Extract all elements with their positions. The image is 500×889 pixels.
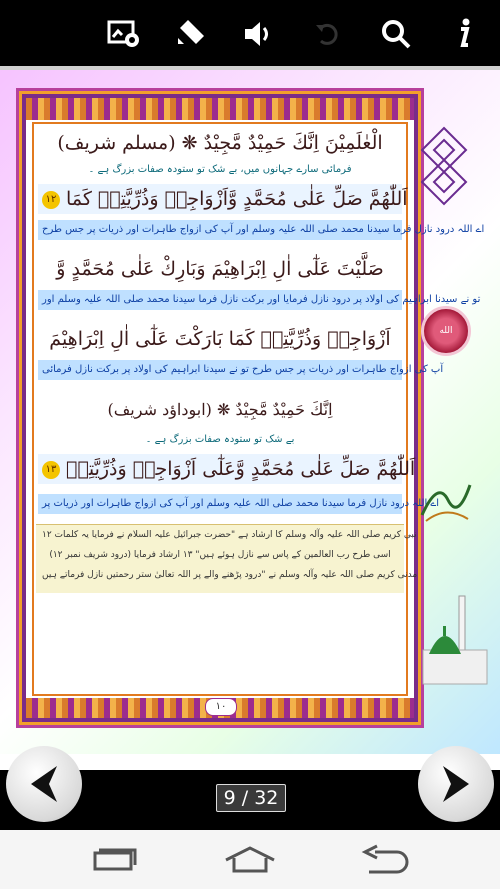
settings-display-icon[interactable] <box>104 14 144 54</box>
verse-number-badge: ۱۲ <box>42 191 60 209</box>
arabic-line: صَلَّيْتَ عَلٰٓى اٰلِ اِبْرَاهِيْمَ وَبَارِكْ عَلٰى مُحَمَّدٍ وَّ <box>56 258 384 280</box>
previous-page-button[interactable] <box>6 746 82 822</box>
translation-line: اے اللہ درود نازل فرما سیدنا محمد صلی اللہ علیہ وسلم اور آپ کی ازواج طاہرات اور ذریات پر جس طرح <box>42 224 485 235</box>
home-icon[interactable] <box>220 842 280 878</box>
info-icon[interactable] <box>444 14 484 54</box>
green-dome-mosque-image <box>415 588 490 688</box>
page-indicator: 9 / 32 <box>216 784 286 812</box>
arabic-line: ۱۳ اَللّٰهُمَّ صَلِّ عَلٰى مُحَمَّدٍ وَّعَلٰٓى اَزْوَاجِهٖ وَذُرِّيَّتِهٖ <box>42 458 398 480</box>
translation-line: فرمائی سارے جہانوں میں، بے شک تو ستودہ صفات بزرگ ہے ۔ <box>88 164 352 175</box>
frame-bottom-ornament <box>26 698 414 718</box>
next-page-button[interactable] <box>418 746 494 822</box>
arabic-line: اِنَّكَ حَمِيْدٌ مَّجِيْدٌ ❋ (ابوداؤد شریف) <box>107 400 333 419</box>
arrow-right-icon <box>439 764 473 804</box>
undo-icon[interactable] <box>308 14 348 54</box>
footnote-line: مدنی کریم صلی اللہ علیہ وآلہ وسلم نے "درود پڑھنے والے پر اللہ تعالیٰ ستر رحمتیں نازل فرماتے ہیں <box>42 570 418 580</box>
printed-page-number: ۱۰ <box>205 698 237 716</box>
translation-line: اے اللہ درود نازل فرما سیدنا محمد صلی اللہ علیہ وسلم اور آپ کی ازواج طاہرات اور ذریات پر <box>42 498 440 509</box>
verse-number-badge: ۱۳ <box>42 461 60 479</box>
arabic-line: الْعٰلَمِيْنَ اِنَّكَ حَمِيْدٌ مَّجِيْدٌ ❋ (مسلم شریف) <box>57 132 383 154</box>
arabic-line: اَزْوَاجِهٖ وَذُرِّيَّتِهٖ كَمَا بَارَكْتَ عَلٰٓى اٰلِ اِبْرَاهِيْمَ <box>49 328 391 350</box>
speaker-icon[interactable] <box>239 14 279 54</box>
page-text-area <box>32 122 485 696</box>
arrow-left-icon <box>27 764 61 804</box>
footnote-line: (درود شریف نمبر ۱۲) اسی طرح رب العالمین کے پاس سے نازل ہوئے ہیں" ۱۳ ارشاد فرمایا <box>49 550 391 560</box>
translation-line: بے شک تو ستودہ صفات بزرگ ہے ۔ <box>145 434 295 445</box>
footnote-line: ۱۲ نبی کریم صلی اللہ علیہ وآلہ وسلم کا ارشاد ہے "حضرت جبرائیل علیہ السلام نے فرمایا یہ کلمات <box>42 530 417 540</box>
page-ornamental-frame <box>22 94 485 722</box>
lattice-ornament <box>420 126 468 206</box>
highlighter-icon[interactable] <box>170 14 210 54</box>
allah-medallion: الله <box>421 306 471 356</box>
translation-line: تو نے سیدنا ابراہیم کی اولاد پر درود نازل فرمایا اور برکت نازل فرما سیدنا محمد صلی اللہ علیہ وسلم اور <box>42 294 481 305</box>
translation-line: آپ کی ازواج طاہرات اور ذریات پر جس طرح تو نے سیدنا ابراہیم کی اولاد پر برکت نازل فرمائی <box>42 364 444 375</box>
system-navigation-bar <box>0 830 500 889</box>
back-icon[interactable] <box>356 842 416 878</box>
calligraphy-ornament <box>418 475 474 525</box>
recent-apps-icon[interactable] <box>85 842 145 878</box>
search-icon[interactable] <box>376 14 416 54</box>
arabic-line: ۱۲ اَللّٰهُمَّ صَلِّ عَلٰى مُحَمَّدٍ وَّاَزْوَاجِهٖ وَذُرِّيَّتِهٖ كَمَا <box>42 188 398 210</box>
top-toolbar <box>0 0 500 66</box>
frame-top-ornament <box>26 98 414 120</box>
